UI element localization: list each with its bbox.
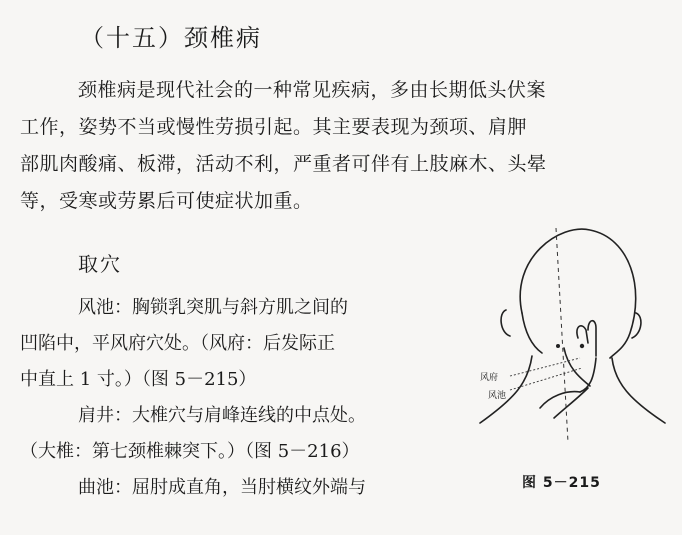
acupoint-line: 肩井：大椎穴与肩峰连线的中点处。 bbox=[78, 405, 366, 426]
intro-line: 部肌肉酸痛、板滞，活动不利，严重者可伴有上肢麻木、头晕 bbox=[20, 153, 547, 175]
acupoint-line: （大椎：第七颈椎棘突下。）（图 5－216） bbox=[20, 441, 360, 462]
fengfu-label: 风府 bbox=[480, 373, 499, 383]
intro-line: 等，受寒或劳累后可使症状加重。 bbox=[20, 190, 313, 212]
section-title: （十五）颈椎病 bbox=[80, 24, 262, 52]
acupoint-line: 凹陷中，平风府穴处。（风府：后发际正 bbox=[20, 333, 335, 354]
fengchi-label: 风池 bbox=[488, 391, 507, 401]
figure-caption: 图 5－215 bbox=[522, 475, 601, 491]
intro-line: 工作，姿势不当或慢性劳损引起。其主要表现为颈项、肩胛 bbox=[20, 116, 528, 138]
acupoint-line: 中直上 1 寸。）（图 5－215） bbox=[20, 369, 257, 390]
intro-line: 颈椎病是现代社会的一种常见疾病，多由长期低头伏案 bbox=[78, 79, 547, 101]
intro-paragraph bbox=[20, 72, 662, 220]
acupoint-line: 曲池：屈肘成直角，当肘横纹外端与 bbox=[78, 477, 366, 498]
acupoint-line: 风池：胸锁乳突肌与斜方肌之间的 bbox=[78, 297, 348, 318]
acupoint-text bbox=[20, 290, 465, 506]
acupoint-heading: 取穴 bbox=[78, 252, 122, 276]
head-illustration bbox=[470, 218, 670, 450]
